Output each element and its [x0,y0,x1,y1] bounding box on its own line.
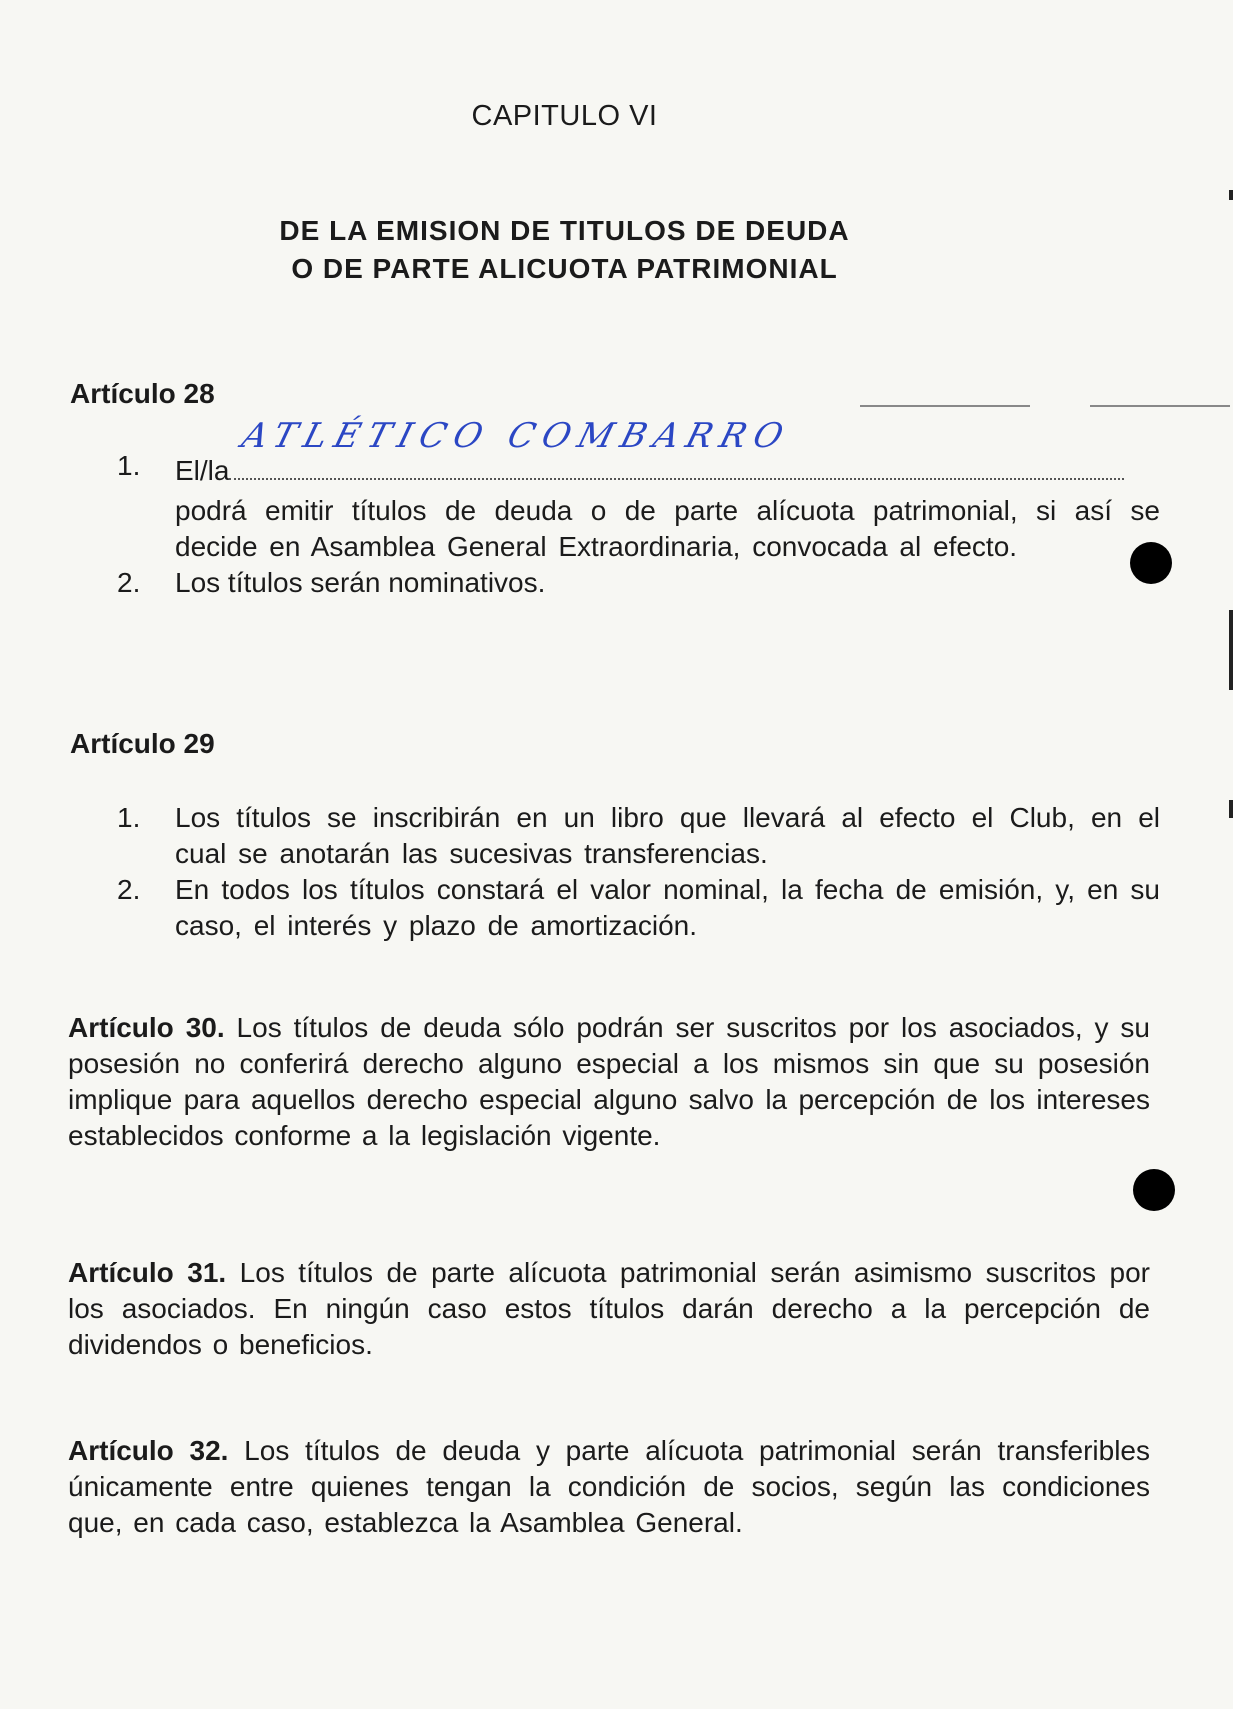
article-28-list [110,416,1160,601]
edge-mark [1229,800,1233,818]
list-item [110,416,1160,565]
article-31-heading: Artículo 31. [68,1257,227,1288]
el-la-label: El/la [175,455,230,486]
article-30 [68,1010,1150,1154]
item-text: Los títulos se inscribirán en un libro que llevará al efecto el Club, en el cual se anotarán las sucesivas transferencias. [175,802,1160,869]
article-32-heading: Artículo 32. [68,1435,229,1466]
article-32-text: Los títulos de deuda y parte alícuota patrimonial serán transferibles únicamente entre quienes tengan la condición de socios, según las condiciones que, en cada caso, establezca la Asamblea General. [68,1435,1150,1538]
list-item [110,565,1160,601]
item-text: podrá emitir títulos de deuda o de parte alícuota patrimonial, si así se decide en Asamblea General Extraordinaria, convocada al efecto. [175,495,1160,562]
handwritten-club-name: ATLÉTICO COMBARRO [238,416,796,456]
section-title-line-2: O DE PARTE ALICUOTA PATRIMONIAL [291,253,838,284]
item-number: 2. [117,567,141,598]
edge-mark [1229,190,1233,200]
article-28-heading: Artículo 28 [70,378,215,409]
section-title-line-1: DE LA EMISION DE TITULOS DE DEUDA [279,215,850,246]
punch-hole [1130,542,1172,584]
list-item [110,872,1160,944]
club-name-line [175,416,1160,489]
article-31-text: Los títulos de parte alícuota patrimonial serán asimismo suscritos por los asociados. En ningún caso estos títulos darán derecho a la percepción de dividendos o beneficios. [68,1257,1151,1360]
section-title [0,212,1181,288]
item-text: En todos los títulos constará el valor nominal, la fecha de emisión, y, en su caso, el interés y plazo de amortización. [175,874,1160,941]
item-number: 1. [117,450,141,481]
article-29-heading: Artículo 29 [70,728,215,759]
scan-artifact [1090,405,1230,407]
article-31 [68,1255,1150,1363]
article-32 [68,1433,1150,1541]
article-29-list [110,800,1160,944]
edge-mark [1229,610,1233,690]
list-item [110,800,1160,872]
punch-hole [1133,1169,1175,1211]
scan-artifact [860,405,1030,407]
item-number: 2. [117,874,141,905]
article-30-text: Los títulos de deuda sólo podrán ser suscritos por los asociados, y su posesión no conferirá derecho alguno especial a los mismos sin que su posesión implique para aquellos derecho especial alguno salvo la percepción de los intereses establecidos conforme a la legislación vigente. [68,1012,1150,1151]
item-number: 1. [117,802,141,833]
club-name-fill-line [229,416,1124,480]
item-text: Los títulos serán nominativos. [175,567,546,598]
article-30-heading: Artículo 30. [68,1012,225,1043]
chapter-title: CAPITULO VI [471,100,658,132]
